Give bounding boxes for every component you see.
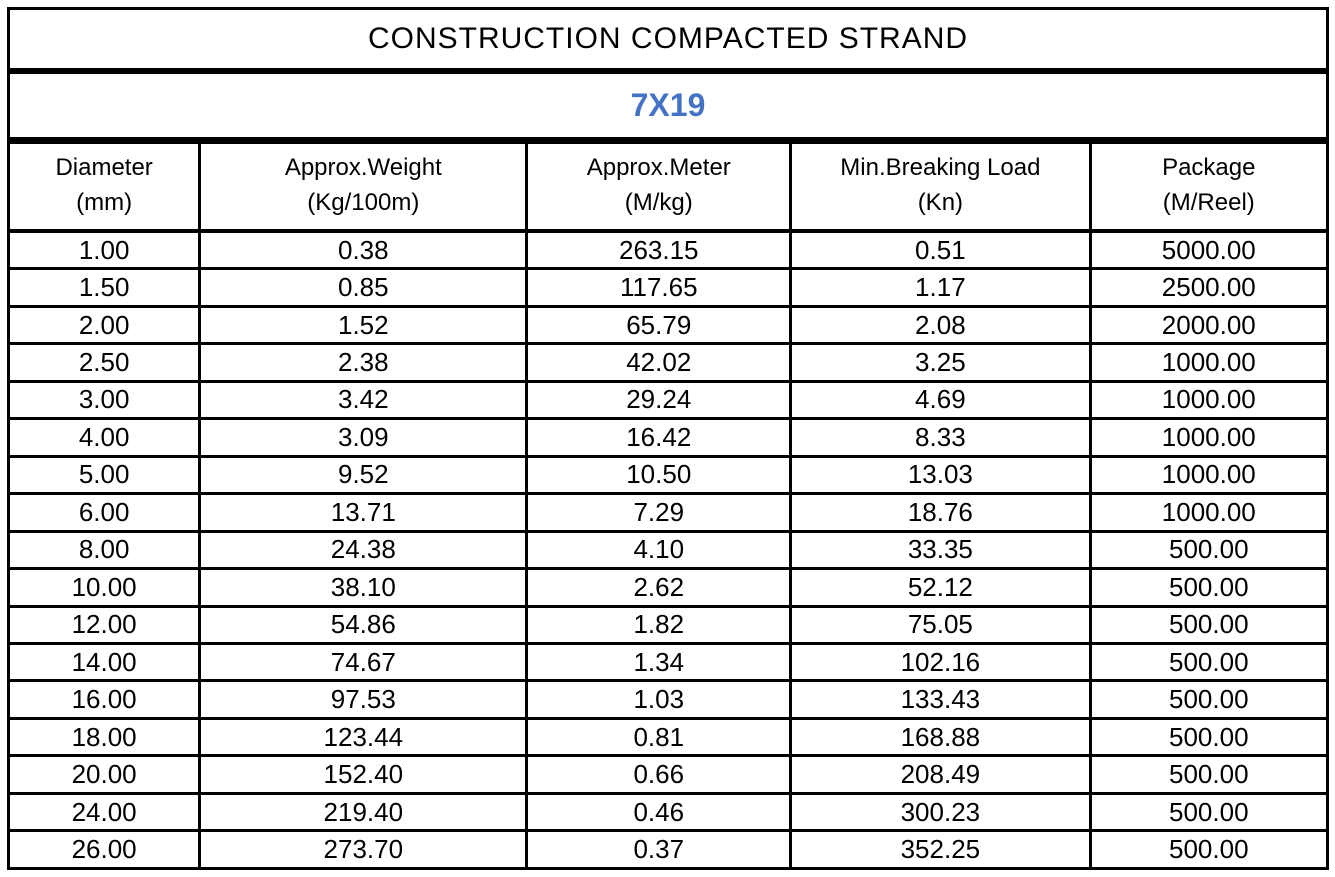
table-cell: 3.09 <box>200 419 527 456</box>
table-cell: 1000.00 <box>1090 381 1327 418</box>
column-header-label: Diameter <box>55 154 153 182</box>
table-cell: 168.88 <box>791 718 1090 755</box>
compacted-strand-spec-table <box>7 7 1329 870</box>
table-cell: 500.00 <box>1090 681 1327 718</box>
table-cell: 1.03 <box>527 681 791 718</box>
table-cell: 152.40 <box>200 756 527 793</box>
table-cell: 500.00 <box>1090 793 1327 830</box>
table-cell: 26.00 <box>9 831 200 869</box>
column-header-unit: (mm) <box>76 189 133 217</box>
table-cell: 123.44 <box>200 718 527 755</box>
table-cell: 1000.00 <box>1090 419 1327 456</box>
table-row <box>9 381 1328 418</box>
subtitle-row <box>9 71 1328 140</box>
page-title: CONSTRUCTION COMPACTED STRAND <box>9 9 1328 71</box>
column-header-label: Approx.Meter <box>586 154 731 182</box>
table-cell: 4.10 <box>527 531 791 568</box>
table-cell: 273.70 <box>200 831 527 869</box>
table-cell: 13.71 <box>200 494 527 531</box>
table-cell: 97.53 <box>200 681 527 718</box>
table-cell: 1000.00 <box>1090 494 1327 531</box>
table-cell: 1.82 <box>527 606 791 643</box>
table-cell: 2.08 <box>791 306 1090 343</box>
table-cell: 133.43 <box>791 681 1090 718</box>
table-cell: 12.00 <box>9 606 200 643</box>
table-cell: 6.00 <box>9 494 200 531</box>
table-cell: 2.62 <box>527 569 791 606</box>
table-cell: 219.40 <box>200 793 527 830</box>
title-row <box>9 9 1328 71</box>
table-cell: 75.05 <box>791 606 1090 643</box>
table-cell: 2000.00 <box>1090 306 1327 343</box>
table-row <box>9 718 1328 755</box>
table-cell: 24.00 <box>9 793 200 830</box>
table-cell: 500.00 <box>1090 643 1327 680</box>
table-cell: 33.35 <box>791 531 1090 568</box>
table-cell: 18.00 <box>9 718 200 755</box>
column-header-unit: (M/Reel) <box>1162 189 1255 217</box>
table-cell: 1.52 <box>200 306 527 343</box>
table-cell: 8.00 <box>9 531 200 568</box>
column-header-label: Package <box>1162 154 1256 182</box>
table-cell: 20.00 <box>9 756 200 793</box>
table-cell: 2.50 <box>9 344 200 381</box>
table-cell: 102.16 <box>791 643 1090 680</box>
table-cell: 10.50 <box>527 456 791 493</box>
table-cell: 500.00 <box>1090 718 1327 755</box>
table-row <box>9 831 1328 869</box>
table-cell: 42.02 <box>527 344 791 381</box>
table-cell: 29.24 <box>527 381 791 418</box>
table-cell: 2.00 <box>9 306 200 343</box>
table-cell: 16.00 <box>9 681 200 718</box>
table-cell: 54.86 <box>200 606 527 643</box>
table-cell: 1000.00 <box>1090 456 1327 493</box>
table-cell: 74.67 <box>200 643 527 680</box>
table-cell: 1000.00 <box>1090 344 1327 381</box>
table-cell: 16.42 <box>527 419 791 456</box>
table-cell: 13.03 <box>791 456 1090 493</box>
column-header-unit: (M/kg) <box>624 189 693 217</box>
column-header-label: Approx.Weight <box>284 154 442 182</box>
table-row <box>9 494 1328 531</box>
column-header-diameter <box>9 140 200 231</box>
table-cell: 1.34 <box>527 643 791 680</box>
table-cell: 2500.00 <box>1090 269 1327 306</box>
column-header-approx-meter <box>527 140 791 231</box>
table-cell: 500.00 <box>1090 756 1327 793</box>
table-cell: 208.49 <box>791 756 1090 793</box>
table-cell: 263.15 <box>527 231 791 269</box>
column-header-unit: (Kn) <box>917 189 964 217</box>
table-row <box>9 419 1328 456</box>
table-row <box>9 643 1328 680</box>
table-row <box>9 531 1328 568</box>
table-cell: 500.00 <box>1090 531 1327 568</box>
table-row <box>9 793 1328 830</box>
table-cell: 0.38 <box>200 231 527 269</box>
column-header-row <box>9 140 1328 231</box>
table-cell: 1.17 <box>791 269 1090 306</box>
table-cell: 2.38 <box>200 344 527 381</box>
table-cell: 500.00 <box>1090 831 1327 869</box>
column-header-label: Min.Breaking Load <box>840 154 1041 182</box>
table-cell: 4.00 <box>9 419 200 456</box>
table-cell: 0.66 <box>527 756 791 793</box>
table-cell: 38.10 <box>200 569 527 606</box>
table-row <box>9 344 1328 381</box>
table-cell: 4.69 <box>791 381 1090 418</box>
table-cell: 352.25 <box>791 831 1090 869</box>
table-cell: 7.29 <box>527 494 791 531</box>
table-cell: 14.00 <box>9 643 200 680</box>
table-cell: 0.85 <box>200 269 527 306</box>
table-row <box>9 681 1328 718</box>
table-cell: 10.00 <box>9 569 200 606</box>
table-row <box>9 756 1328 793</box>
table-cell: 65.79 <box>527 306 791 343</box>
table-cell: 300.23 <box>791 793 1090 830</box>
table-cell: 0.37 <box>527 831 791 869</box>
table-cell: 3.42 <box>200 381 527 418</box>
table-row <box>9 456 1328 493</box>
strand-construction-subtitle: 7X19 <box>9 71 1328 140</box>
table-cell: 3.25 <box>791 344 1090 381</box>
table-cell: 500.00 <box>1090 606 1327 643</box>
table-row <box>9 306 1328 343</box>
table-cell: 9.52 <box>200 456 527 493</box>
table-cell: 1.00 <box>9 231 200 269</box>
table-row <box>9 231 1328 269</box>
table-cell: 3.00 <box>9 381 200 418</box>
column-header-unit: (Kg/100m) <box>307 189 420 217</box>
table-cell: 24.38 <box>200 531 527 568</box>
table-cell: 8.33 <box>791 419 1090 456</box>
table-row <box>9 569 1328 606</box>
column-header-package <box>1090 140 1327 231</box>
table-cell: 0.51 <box>791 231 1090 269</box>
table-cell: 18.76 <box>791 494 1090 531</box>
table-cell: 1.50 <box>9 269 200 306</box>
table-cell: 0.81 <box>527 718 791 755</box>
table-cell: 0.46 <box>527 793 791 830</box>
table-row <box>9 269 1328 306</box>
table-cell: 500.00 <box>1090 569 1327 606</box>
column-header-min-breaking-load <box>791 140 1090 231</box>
column-header-approx-weight <box>200 140 527 231</box>
table-cell: 117.65 <box>527 269 791 306</box>
table-cell: 5000.00 <box>1090 231 1327 269</box>
table-row <box>9 606 1328 643</box>
table-cell: 52.12 <box>791 569 1090 606</box>
table-cell: 5.00 <box>9 456 200 493</box>
